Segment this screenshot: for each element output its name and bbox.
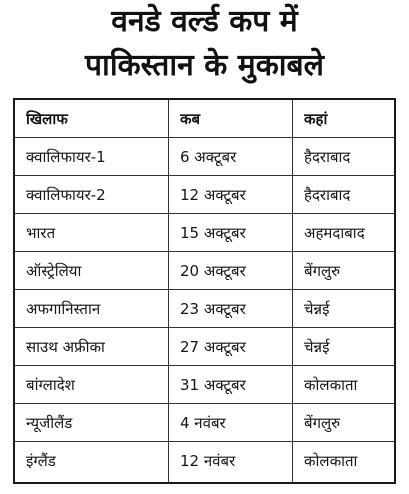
opponent-cell: भारत (26, 224, 56, 242)
table-row (15, 404, 394, 442)
table-row (15, 252, 394, 290)
date-cell: 4 नवंबर (180, 414, 226, 432)
venue-cell: हैदराबाद (304, 186, 351, 204)
title-line-2: पाकिस्तान के मुकाबले (85, 48, 324, 83)
venue-cell: बेंगलुरु (304, 414, 341, 432)
date-cell: 23 अक्टूबर (180, 300, 246, 318)
venue-cell: अहमदाबाद (304, 224, 365, 242)
date-cell: 12 अक्टूबर (180, 186, 246, 204)
table-row (15, 366, 394, 404)
header-venue: कहां (304, 110, 328, 128)
date-cell: 31 अक्टूबर (180, 376, 246, 394)
opponent-cell: न्यूजीलैंड (26, 414, 73, 432)
header-date: कब (180, 110, 201, 128)
venue-cell: हैदराबाद (304, 148, 351, 166)
venue-cell: कोलकाता (304, 452, 358, 470)
opponent-cell: बांग्लादेश (26, 376, 75, 394)
table-row (15, 138, 394, 176)
header-opponent: खिलाफ (26, 110, 68, 128)
opponent-cell: क्वालिफायर-2 (26, 186, 106, 204)
table-row (15, 290, 394, 328)
opponent-cell: साउथ अफ्रीका (26, 338, 105, 356)
date-cell: 20 अक्टूबर (180, 262, 246, 280)
schedule-table (13, 98, 396, 484)
column-divider (168, 100, 169, 482)
opponent-cell: अफगानिस्तान (26, 300, 101, 318)
table-row (15, 442, 394, 482)
opponent-cell: ऑस्ट्रेलिया (26, 262, 82, 280)
date-cell: 15 अक्टूबर (180, 224, 246, 242)
table-row (15, 176, 394, 214)
date-cell: 27 अक्टूबर (180, 338, 246, 356)
table-header-row (15, 100, 394, 138)
venue-cell: चेन्नई (304, 300, 330, 318)
table-row (15, 328, 394, 366)
date-cell: 12 नवंबर (180, 452, 236, 470)
opponent-cell: इंग्लैंड (26, 452, 56, 470)
venue-cell: चेन्नई (304, 338, 330, 356)
opponent-cell: क्वालिफायर-1 (26, 148, 106, 166)
title-line-1: वनडे वर्ल्ड कप में (111, 4, 298, 39)
date-cell: 6 अक्टूबर (180, 148, 237, 166)
column-divider (292, 100, 293, 482)
table-row (15, 214, 394, 252)
venue-cell: कोलकाता (304, 376, 358, 394)
venue-cell: बेंगलुरु (304, 262, 341, 280)
